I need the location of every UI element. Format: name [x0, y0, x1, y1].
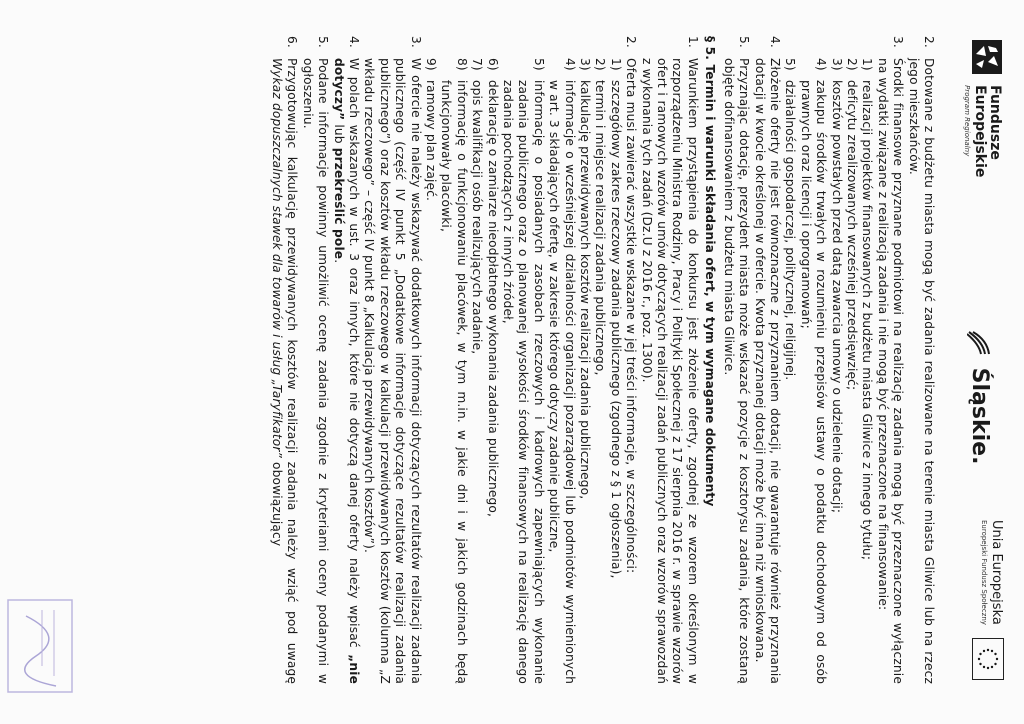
list-item: 3) kalkulację przewidywanych kosztów realizacji zadania publicznego, [578, 58, 593, 500]
paragraph-5: 5. Przyznając dotację, prezydent miasta może wskazać pozycje z kosztorysu zadania, które zostaną objęte dofinansowaniem z budżetu miasta Gliwice. [721, 36, 752, 684]
slaskie-label: Śląskie. [967, 367, 992, 465]
list-item: 5) działalności gospodarczej, politycznej, religijnej. [783, 58, 798, 381]
list-item: 7) opis kwalifikacji osób realizujących zadanie, [470, 58, 485, 355]
paragraph-2: 2. Dotowane z budżetu miasta mogą być zadania realizowane na terenie miasta Gliwice lub na rzecz jego mieszkańców. [906, 36, 936, 684]
list-item: 2) termin i miejsce realizacji zadania publicznego, [593, 58, 608, 376]
fundusze-europejskie-logo [962, 40, 1002, 177]
slaskie-logo [967, 330, 992, 464]
document-body [269, 36, 936, 684]
paragraph-text: Przyznając dotację, prezydent miasta może wskazać pozycje z kosztorysu zadania, które zostaną objęte dofinansowaniem z budżetu miasta Gliwice. [721, 58, 752, 684]
list-item: 9) ramowy plan zajęć. [424, 58, 438, 202]
list-item: 1) realizacji projektów finansowanych z budżetu miasta Gliwice z innego tytułu; [860, 58, 875, 561]
section-5-title: § 5. Termin i warunki składania ofert, w tym wymagane dokumenty [703, 36, 718, 507]
slaskie-swoosh-icon [967, 330, 991, 356]
fundusze-flag-icon [972, 40, 1002, 74]
list-item: 1) szczegółowy zakres rzeczowy zadania publicznego (zgodnego z § 1 ogłoszenia), [608, 58, 623, 579]
paragraph-4: 4. Złożenie oferty nie jest równoznaczne z przyznaniem dotacji, nie gwarantuje również przyznania dotacji w kwocie określonej w ofercie. Kwota przyznanej dotacji może być inna niż wnioskowana. [752, 36, 782, 684]
s5-paragraph-5: 5. Podane informacje powinny umożliwić ocenę zadania zgodnie z kryteriami oceny podanymi w ogłoszeniu. [300, 36, 331, 684]
list-item: 3) kosztów powstałych przed datą zawarcia umowy o udzielenie dotacji; [829, 58, 844, 514]
list-item: 8) informację o funkcjonowaniu placówek, w tym m.in. w jakie dni i w jakich godzinach będą funkcjonowały placówki, [439, 58, 469, 684]
fundusze-sub: Program Regionalny [963, 85, 971, 157]
list-item: 5) informację o posiadanych zasobach rzeczowych i kadrowych zapewniających wykonanie zadania publicznego oraz o planowanej wysokości środków finansowych na realizację danego zadania pochodzących z innych źródeł, [501, 58, 546, 684]
s5-paragraph-2: 2. Oferta musi zawierać wszystkie wskazane w jej treści informacje, w szczególności: [624, 36, 639, 574]
approval-stamp [4, 596, 76, 696]
list-item: 4) zakupu środków trwałych w rozumieniu przepisów ustawy o podatku dochodowym od osób prawnych oraz licencji i oprogramowań; [798, 58, 829, 684]
unia-line1: Unia Europejska [989, 520, 1004, 625]
list-item: 6) deklarację o zamiarze nieodpłatnego wykonania zadania publicznego, [485, 58, 500, 518]
s5-paragraph-6: 6. Przygotowując kalkulację przewidywanych kosztów realizacji zadania należy wziąć pod uwagę Wykaz dopuszczalnych stawek dla towarów i usług „Taryfikator” obowiązujący [269, 36, 300, 684]
paragraph-text: Dotowane z budżetu miasta mogą być zadania realizowane na terenie miasta Gliwice lub na rzecz jego mieszkańców. [906, 58, 936, 684]
paragraph-text: Środki finansowe przyznane podmiotowi na realizację zadania mogą być przeznaczone wyłącznie na wydatki związane z realizacją zadania i nie mogą być przeznaczone na finansowanie: [875, 58, 906, 684]
s5-paragraph-4: 4. W polach wskazanych w ust. 3 oraz innych, które nie dotyczą danej oferty należy wpisać „nie dotyczy” lub przekreślić pole. [331, 36, 361, 684]
s5-paragraph-3: 3. W ofercie nie należy wskazywać dodatkowych informacji dotyczących rezultatów realizacji zadania publicznego (część IV punkt 5 „Dodatkowe informacje dotyczące rezultatów realizacji zadania publicznego”) oraz kosztów wkładu rzeczowego w kalkulacji przewidywanych kosztów (kolumna „Z wkładu rzeczowego” – część IV punkt 8 „Kalkulacja przewidywanych kosztów”). [362, 36, 423, 684]
paragraph-text: Złożenie oferty nie jest równoznaczne z przyznaniem dotacji, nie gwarantuje również przyznania dotacji w kwocie określonej w ofercie. Kwota przyznanej dotacji może być inna niż wnioskowana. [752, 58, 782, 684]
list-item: 2) deficytu zrealizowanych wcześniej przedsięwzięć; [844, 58, 859, 391]
fundusze-line1: Fundusze [987, 85, 1003, 160]
unia-europejska-logo [972, 520, 1004, 720]
fundusze-line2: Europejskie [972, 85, 988, 178]
list-item: 4) informacje o wcześniejszej działalności organizacji pozarządowej lub podmiotów wymienionych w art. 3 składających ofertę, w zakresie którego dotyczy zadanie publiczne, [547, 58, 577, 684]
eu-flag-icon [972, 638, 1004, 680]
s5-paragraph-1: 1. Warunkiem przystąpienia do konkursu jest złożenie oferty, zgodnej ze wzorem określonym w rozporządzeniu Ministra Rodziny, Pracy i Polityki Społecznej z 17 sierpnia 2016 r. w sprawie wzorów ofert i ramowych wzorów umów dotyczących realizacji zadań publicznych oraz wzorów sprawozdań z wykonania tych zadań (Dz.U z 2016 r., poz. 1300). [639, 36, 700, 684]
unia-sub: Europejski Fundusz Społeczny [980, 520, 988, 625]
paragraph-3: 3. Środki finansowe przyznane podmiotowi na realizację zadania mogą być przeznaczone wyłącznie na wydatki związane z realizacją zadania i nie mogą być przeznaczone na finansowanie: [875, 36, 906, 684]
